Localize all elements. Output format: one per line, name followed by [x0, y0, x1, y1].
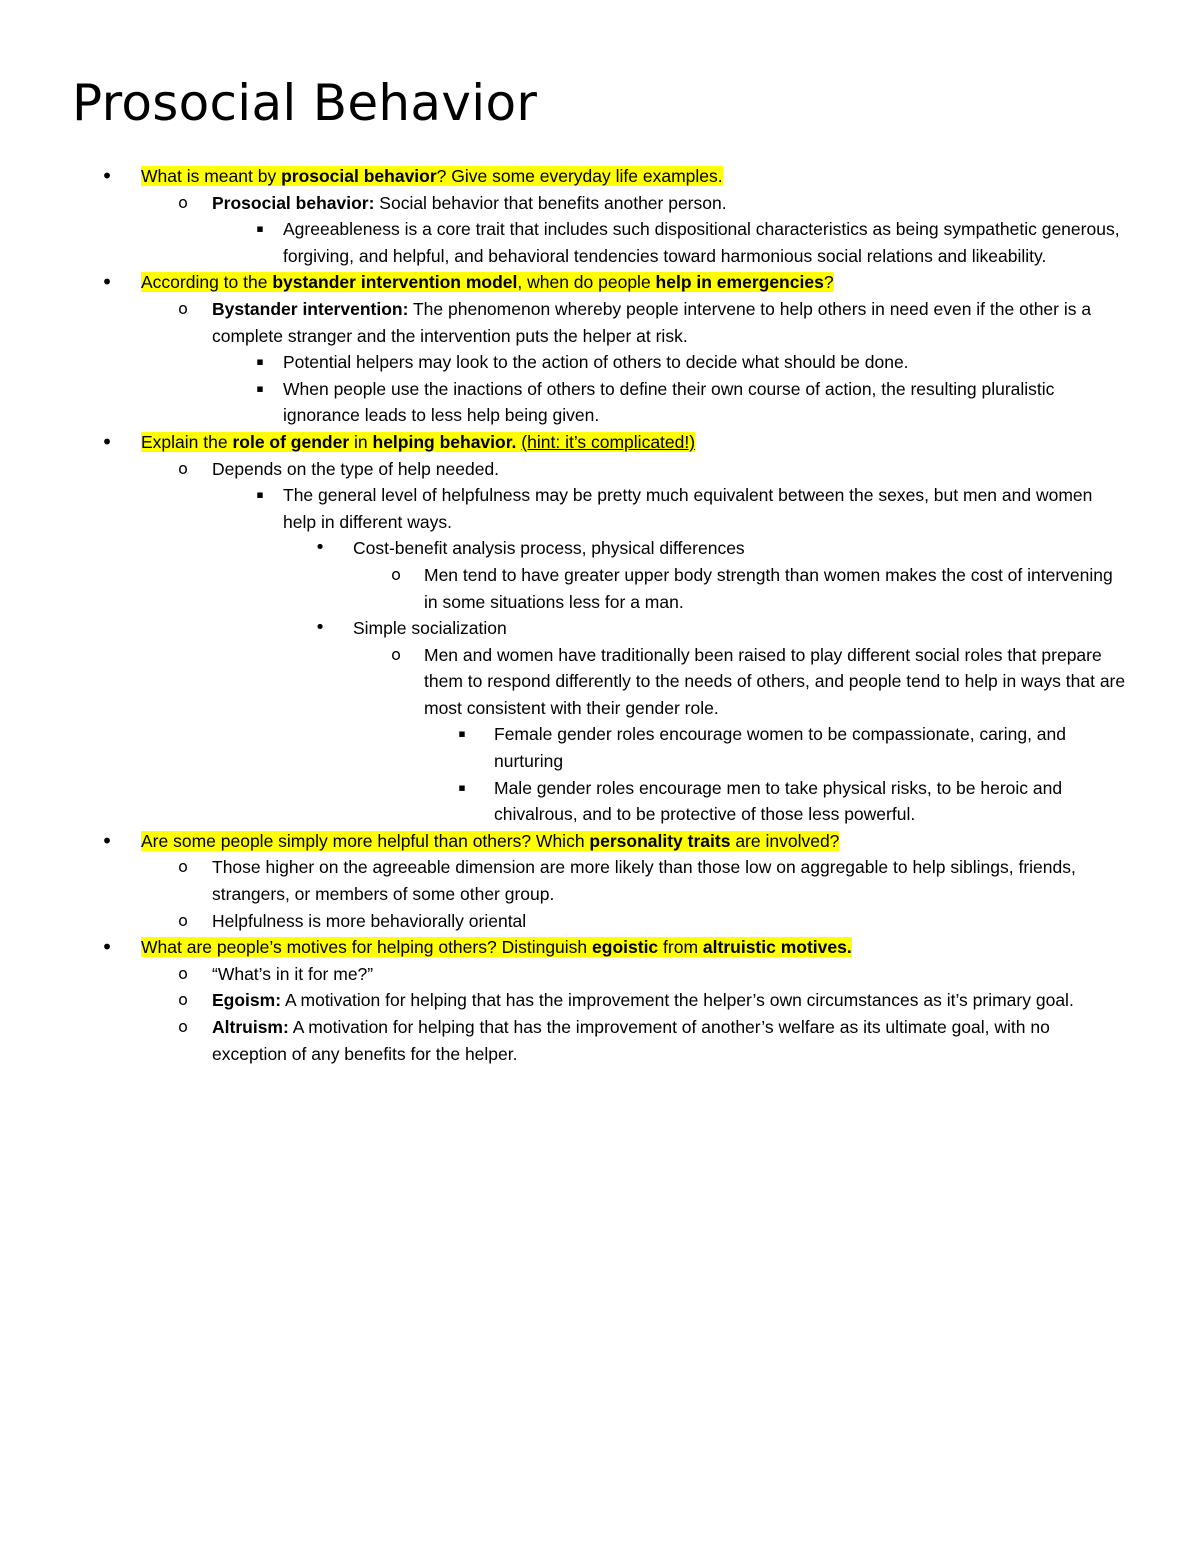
question-highlight: Are some people simply more helpful than others? Which personality traits are involved?	[141, 830, 840, 851]
bullet-circle: o	[178, 910, 188, 930]
list-item: o Depends on the type of help needed.	[0, 456, 1128, 483]
question-highlight: Explain the role of gender in helping behavior. (hint: it’s complicated!)	[141, 431, 696, 452]
bullet-dot: •	[101, 935, 113, 960]
list-item: ▪ When people use the inactions of others to define their own course of action, the resulting pluralistic ignorance leads to less help being given.	[0, 376, 1128, 429]
list-item: o Men and women have traditionally been raised to play different social roles that prepare them to respond differently to the needs of others, and people tend to help in ways that are most consistent with their gender role.	[0, 642, 1128, 722]
hint-text: (hint: it’s complicated!)	[521, 431, 696, 452]
question-bystander-intervention	[0, 269, 1200, 296]
list-item: ▪ Female gender roles encourage women to be compassionate, caring, and nurturing	[0, 721, 1128, 774]
term-label: Altruism:	[212, 1017, 289, 1037]
bullet-circle: o	[178, 963, 188, 983]
list-item: o “What’s in it for me?”	[0, 961, 1128, 988]
list-item: o Those higher on the agreeable dimension are more likely than those low on aggregable to help siblings, friends, strangers, or members of some other group.	[0, 854, 1128, 907]
question-highlight: What are people’s motives for helping others? Distinguish egoistic from altruistic motives.	[141, 937, 852, 958]
list-item: o Altruism: A motivation for helping that has the improvement of another’s welfare as its ultimate goal, with no exception of any benefits for the helper.	[0, 1014, 1128, 1067]
bullet-square: ▪	[256, 488, 264, 502]
question-personality-traits	[0, 828, 1200, 855]
list-item: o Prosocial behavior: Social behavior that benefits another person.	[0, 190, 1128, 217]
list-item: o Helpfulness is more behaviorally oriental	[0, 908, 1128, 935]
bullet-square: ▪	[458, 727, 466, 741]
list-item: o Bystander intervention: The phenomenon whereby people intervene to help others in need even if the other is a complete stranger and the intervention puts the helper at risk.	[0, 296, 1128, 349]
question-highlight: According to the bystander intervention model, when do people help in emergencies?	[141, 272, 834, 293]
bullet-circle: o	[178, 990, 188, 1010]
bullet-circle: o	[178, 192, 188, 212]
bullet-square: ▪	[458, 780, 466, 794]
question-highlight: What is meant by prosocial behavior? Give some everyday life examples.	[141, 166, 723, 186]
bullet-dot: •	[101, 429, 113, 454]
bullet-circle: o	[178, 298, 188, 318]
list-item: ▪ Potential helpers may look to the action of others to decide what should be done.	[0, 349, 1128, 376]
question-gender-role	[0, 429, 1200, 456]
list-item: • Cost-benefit analysis process, physical differences	[0, 535, 1128, 562]
term-label: Prosocial behavior:	[212, 192, 375, 213]
bullet-square: ▪	[256, 355, 264, 369]
bullet-square: ▪	[256, 222, 264, 236]
list-item: ▪ Male gender roles encourage men to take physical risks, to be heroic and chivalrous, and to be protective of those less powerful.	[0, 775, 1128, 828]
bullet-dot: •	[314, 537, 326, 559]
page-title: Prosocial Behavior	[72, 74, 538, 132]
bullet-circle: o	[178, 1017, 188, 1036]
bullet-dot: •	[314, 617, 326, 639]
bullet-circle: o	[391, 564, 401, 584]
list-item: ▪ Agreeableness is a core trait that includes such dispositional characteristics as being sympathetic generous, forgiving, and helpful, and behavioral tendencies toward harmonious social relations and likeability.	[0, 216, 1128, 269]
list-item: o Men tend to have greater upper body strength than women makes the cost of intervening in some situations less for a man.	[0, 562, 1128, 615]
bullet-circle: o	[391, 644, 401, 664]
bullet-dot: •	[101, 828, 113, 853]
question-helping-motives	[0, 934, 1200, 961]
bullet-dot: •	[101, 270, 113, 295]
bullet-circle: o	[178, 857, 188, 877]
bullet-dot: •	[101, 164, 113, 188]
bullet-square: ▪	[256, 381, 264, 395]
bullet-circle: o	[178, 458, 188, 478]
list-item: o Egoism: A motivation for helping that has the improvement the helper’s own circumstances as it’s primary goal.	[0, 987, 1128, 1014]
list-item: ▪ The general level of helpfulness may be pretty much equivalent between the sexes, but men and women help in different ways.	[0, 482, 1128, 535]
list-item: • Simple socialization	[0, 615, 1128, 642]
term-label: Egoism:	[212, 990, 282, 1011]
question-prosocial-behavior	[0, 163, 1200, 190]
document-body	[0, 163, 1200, 1067]
term-label: Bystander intervention:	[212, 298, 409, 319]
